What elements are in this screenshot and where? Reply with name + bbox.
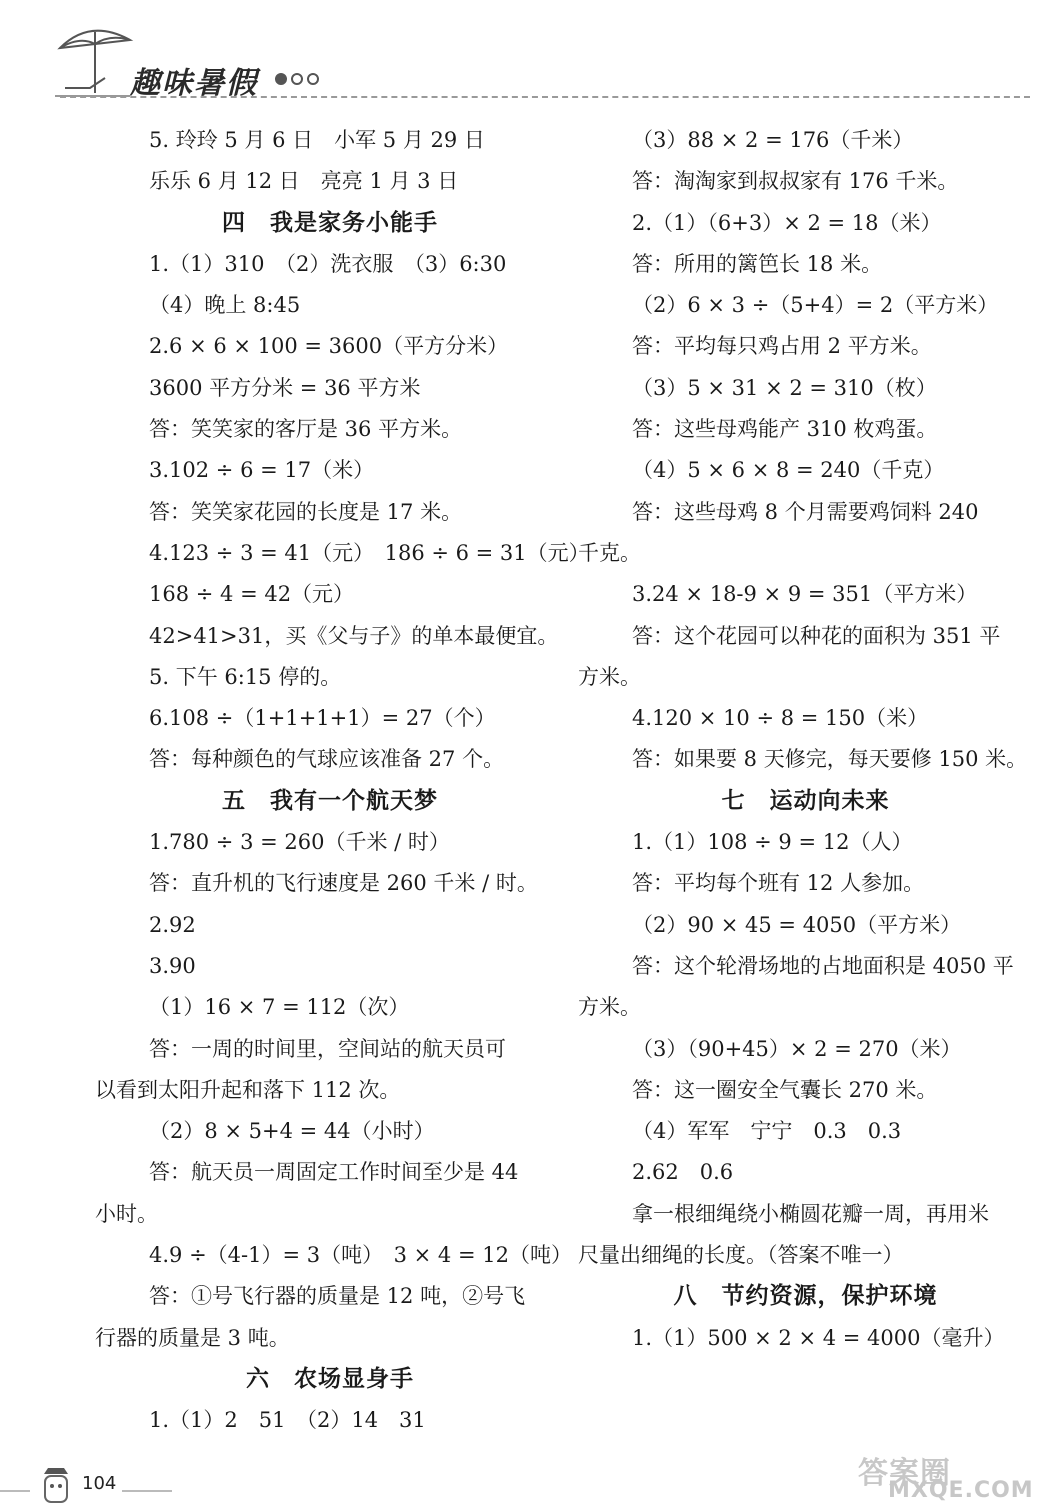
answer-line: 42>41>31，买《父与子》的单本最便宜。 [149,623,559,648]
answer-line: 2.92 [149,912,196,937]
answer-line: 168 ÷ 4 = 42（元） [149,582,355,607]
answer-line: 答：平均每只鸡占用 2 平方米。 [632,334,932,359]
beach-umbrella-icon [50,18,140,103]
answer-line: 1.（1）310 （2）洗衣服 （3）6:30 [149,251,507,276]
mascot-icon [36,1464,76,1508]
answer-line: 4.120 × 10 ÷ 8 = 150（米） [632,706,929,731]
section-heading: 五 我有一个航天梦 [222,787,438,814]
page-number: 104 [82,1473,117,1494]
section-heading: 七 运动向未来 [721,787,890,814]
answer-line: 3600 平方分米 = 36 平方米 [149,375,421,400]
header-title: 趣味暑假 [130,66,258,101]
answer-line-continued: 千克。 [578,540,641,565]
answer-line: 答：淘淘家到叔叔家有 176 千米。 [632,169,959,194]
answer-line: （2）90 × 45 = 4050（平方米） [632,912,962,937]
answer-line: 乐乐 6 月 12 日 亮亮 1 月 3 日 [149,169,459,194]
answer-line: 答：笑笑家花园的长度是 17 米。 [149,499,463,524]
answer-line: （4）晚上 8:45 [149,293,301,318]
section-heading: 六 农场显身手 [246,1365,414,1392]
answer-line: （3）5 × 31 × 2 = 310（枚） [632,375,937,400]
answer-line: 1.780 ÷ 3 = 260（千米 / 时） [149,830,450,855]
answer-line: 答：这些母鸡 8 个月需要鸡饲料 240 [632,499,979,524]
answer-line-continued: 方米。 [578,995,641,1020]
answer-line-continued: 行器的质量是 3 吨。 [95,1325,290,1350]
answer-line: （3）（90+45）× 2 = 270（米） [632,1036,962,1061]
answer-line: 1.（1）108 ÷ 9 = 12（人） [632,830,913,855]
watermark-url: MXQE.COM [888,1478,1034,1503]
answer-line-continued: 方米。 [578,664,641,689]
answer-line: （2）8 × 5+4 = 44（小时） [149,1119,435,1144]
answer-line: 答：航天员一周固定工作时间至少是 44 [149,1160,519,1185]
answer-line: 答：直升机的飞行速度是 260 千米 / 时。 [149,871,538,896]
answer-line: （3）88 × 2 = 176（千米） [632,128,914,152]
page-header [0,0,1054,120]
answer-line: （1）16 × 7 = 112（次） [149,995,410,1020]
answer-line: 答：这个花园可以种花的面积为 351 平 [632,623,1001,648]
answer-line-continued: 以看到太阳升起和落下 112 次。 [95,1077,401,1102]
answer-line: （4）5 × 6 × 8 = 240（千克） [632,458,945,483]
answer-line: 4.123 ÷ 3 = 41（元） 186 ÷ 6 = 31（元） [149,540,590,565]
answer-line: 4.9 ÷（4-1）= 3（吨） 3 × 4 = 12（吨） [149,1243,572,1268]
answer-line: 5. 下午 6:15 停的。 [149,664,342,689]
header-divider [60,96,1030,98]
answer-line: 2.62 0.6 [632,1160,734,1185]
answer-line: 答：笑笑家的客厅是 36 平方米。 [149,417,463,442]
answer-line: 答：①号飞行器的质量是 12 吨，②号飞 [149,1284,526,1309]
answer-line: 答：这个轮滑场地的占地面积是 4050 平 [632,953,1014,978]
page-footer [0,1462,300,1510]
answer-line: 5. 玲玲 5 月 6 日 小军 5 月 29 日 [149,128,485,152]
watermark-logo: 答案圈 [858,1456,951,1491]
answer-line: 答：每种颜色的气球应该准备 27 个。 [149,747,505,772]
header-dots [275,70,323,89]
answer-line: 3.24 × 18-9 × 9 = 351（平方米） [632,582,978,607]
answer-line: 答：所用的篱笆长 18 米。 [632,251,883,276]
answer-line: 答：这一圈安全气囊长 270 米。 [632,1077,938,1102]
answer-line: 3.90 [149,953,196,978]
answer-line: 1.（1）2 51 （2）14 31 [149,1408,426,1433]
answer-line: （2）6 × 3 ÷（5+4）= 2（平方米） [632,293,999,318]
section-heading: 八 节约资源，保护环境 [673,1283,938,1310]
right-answer-column [578,120,1033,1359]
answer-line-continued: 尺量出细绳的长度。（答案不唯一） [578,1243,904,1268]
left-answer-column [95,120,590,1442]
footer-rule-right [122,1490,172,1492]
answer-line: 2.（1）（6+3）× 2 = 18（米） [632,210,942,235]
footer-rule-left [0,1490,30,1492]
answer-line: 答：这些母鸡能产 310 枚鸡蛋。 [632,417,938,442]
answer-line: 答：如果要 8 天修完，每天要修 150 米。 [632,747,1028,772]
answer-line: 1.（1）500 × 2 × 4 = 4000（毫升） [632,1325,1005,1350]
answer-line: 3.102 ÷ 6 = 17（米） [149,458,375,483]
answer-line: 6.108 ÷（1+1+1+1）= 27（个） [149,706,496,731]
answer-line: 拿一根细绳绕小椭圆花瓣一周，再用米 [632,1201,989,1226]
answer-line: 答：平均每个班有 12 人参加。 [632,871,925,896]
answer-line: 2.6 × 6 × 100 = 3600（平方分米） [149,334,509,359]
answer-line: （4）军军 宁宁 0.3 0.3 [632,1119,902,1144]
answer-line: 答：一周的时间里，空间站的航天员可 [149,1036,506,1061]
section-heading: 四 我是家务小能手 [222,209,438,236]
answer-line-continued: 小时。 [95,1201,158,1226]
